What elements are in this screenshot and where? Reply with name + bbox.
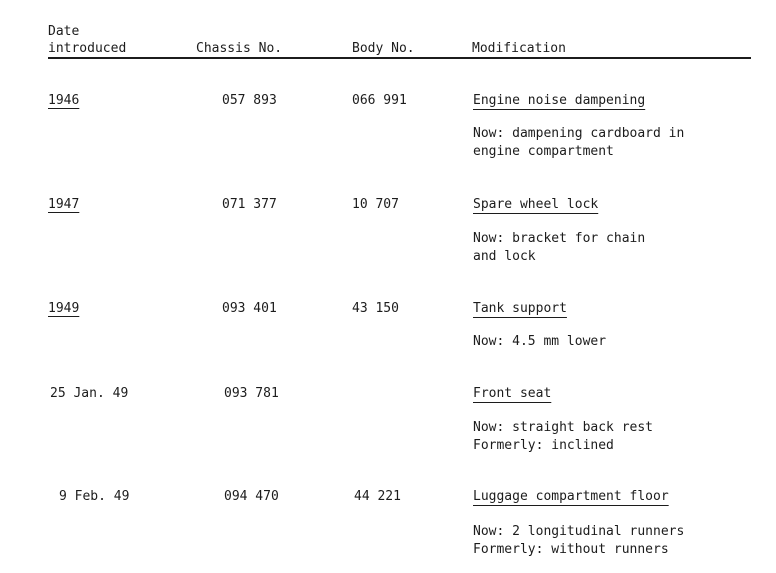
row-chassis: 057 893 bbox=[222, 93, 277, 108]
header-date-introduced: Date introduced bbox=[48, 24, 127, 56]
row-date: 1949 bbox=[48, 301, 80, 316]
row-modification-title: Spare wheel lock bbox=[473, 197, 599, 212]
header-modification: Modification bbox=[472, 41, 566, 56]
row-body: 10 707 bbox=[352, 197, 399, 212]
row-modification-title: Tank support bbox=[473, 301, 567, 316]
row-date: 9 Feb. 49 bbox=[59, 489, 130, 504]
row-chassis: 093 401 bbox=[222, 301, 277, 316]
row-modification-note: Now: straight back rest Formerly: inclined bbox=[473, 420, 654, 453]
row-modification-title: Engine noise dampening bbox=[473, 93, 646, 108]
row-date: 1946 bbox=[48, 93, 80, 108]
row-date: 1947 bbox=[48, 197, 80, 212]
row-modification-note: Now: 4.5 mm lower bbox=[473, 334, 607, 349]
row-chassis: 094 470 bbox=[224, 489, 279, 504]
row-modification-note: Now: 2 longitudinal runners Formerly: without runners bbox=[473, 524, 685, 557]
row-modification-note: Now: dampening cardboard in engine compartment bbox=[473, 126, 685, 159]
row-modification-title: Front seat bbox=[473, 386, 552, 401]
header-rule bbox=[48, 57, 751, 59]
header-body-no: Body No. bbox=[352, 41, 415, 56]
row-body: 43 150 bbox=[352, 301, 399, 316]
row-modification-note: Now: bracket for chain and lock bbox=[473, 231, 646, 264]
row-body: 44 221 bbox=[354, 489, 401, 504]
row-chassis: 071 377 bbox=[222, 197, 277, 212]
row-date: 25 Jan. 49 bbox=[50, 386, 129, 401]
row-body: 066 991 bbox=[352, 93, 407, 108]
row-chassis: 093 781 bbox=[224, 386, 279, 401]
row-modification-title: Luggage compartment floor bbox=[473, 489, 669, 504]
header-chassis-no: Chassis No. bbox=[196, 41, 283, 56]
